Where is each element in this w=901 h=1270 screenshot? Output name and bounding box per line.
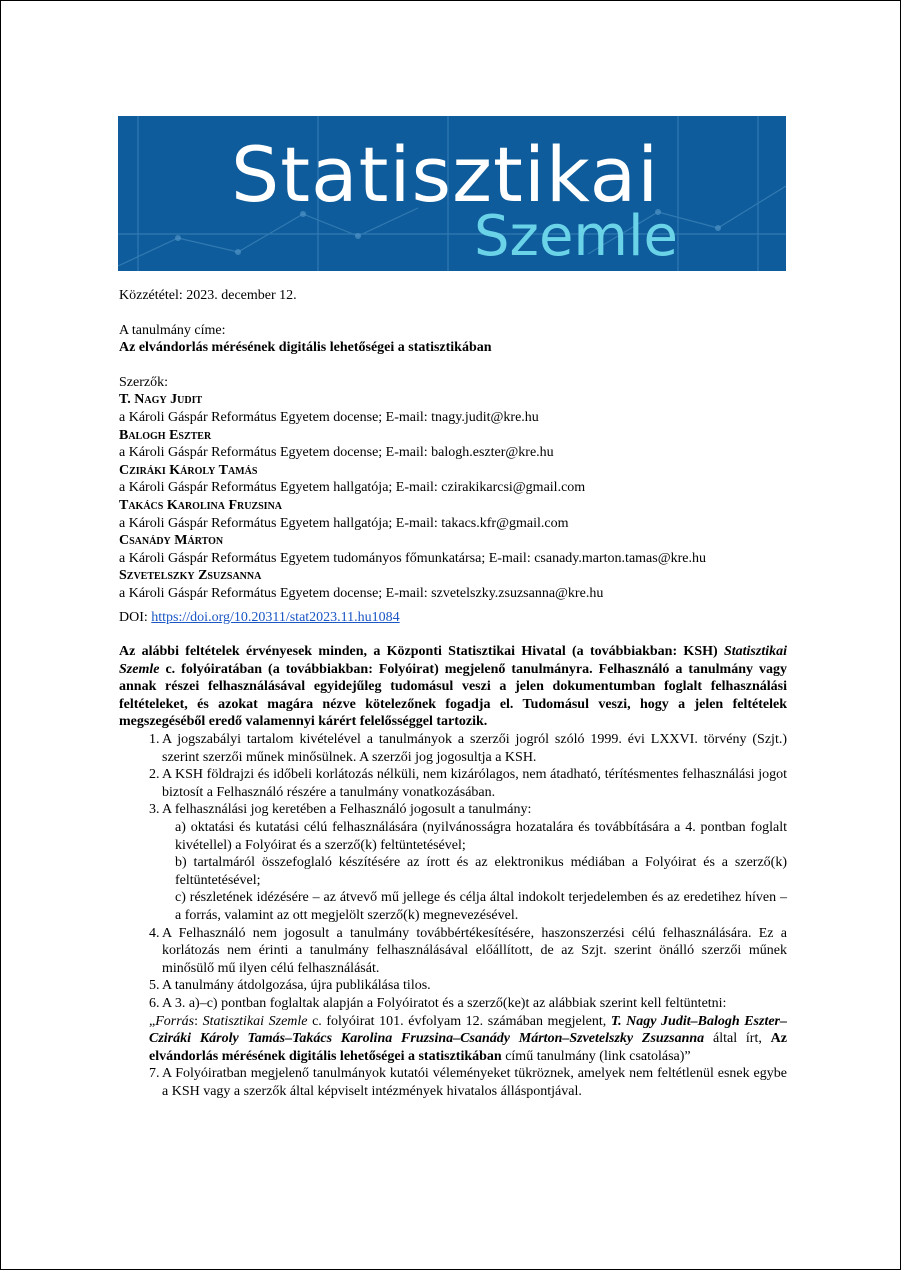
terms-intro-text-cont: c. folyóiratában (a továbbiakban: Folyóirat) megjelenő tanulmányra. Felhasználó a tanulmány vagy annak részei felhasználásával egyidejűleg tudomásul veszi a jelen dokumentumban foglalt felhasználási feltételeket, és azokat magára nézve kötelezőnek fogadja el. Tudomásul veszi, hogy a jelen feltételek megszegéséből eredő valamennyi kárért felelősséggel tartozik. <box>119 661 787 730</box>
citation-title: Az elvándorlás mérésének digitális lehetőségei a statisztikában <box>149 1031 787 1064</box>
author-block <box>119 427 787 462</box>
author-block <box>119 567 787 602</box>
author-affiliation: a Károli Gáspár Református Egyetem docense; E-mail: tnagy.judit@kre.hu <box>119 409 539 425</box>
study-title: Az elvándorlás mérésének digitális lehetőségei a statisztikában <box>119 340 492 356</box>
term-item <box>119 925 787 978</box>
term-item <box>119 995 787 1013</box>
doi-label: DOI: <box>119 609 152 625</box>
banner-title: Statisztikai <box>231 130 660 219</box>
terms-intro-text: Az alábbi feltételek érvényesek minden, a Központi Statisztikai Hivatal (a továbbiakban: KSH) <box>119 644 724 660</box>
term-text: A jogszabályi tartalom kivételével a tanulmányok a szerzői jogról szóló 1999. évi LXXVI. törvény (Szjt.) szerint szerzői műnek minősülnek. A szerzői jog jogosultja a KSH. <box>162 732 787 765</box>
citation-authors: T. Nagy Judit–Balogh Eszter–Cziráki Károly Tamás–Takács Karolina Fruzsina–Csanády Márton–Szvetelszky Zsuzsanna <box>149 1013 787 1047</box>
term-number: 5. <box>149 978 160 994</box>
author-name: Balogh Eszter <box>119 427 212 443</box>
author-block <box>119 391 787 426</box>
doi-line <box>119 609 787 627</box>
author-affiliation: a Károli Gáspár Református Egyetem docense; E-mail: balogh.eszter@kre.hu <box>119 445 554 461</box>
doi-link[interactable]: https://doi.org/10.20311/stat2023.11.hu1084 <box>151 609 400 625</box>
journal-banner <box>118 116 786 271</box>
term-item <box>119 766 787 801</box>
author-affiliation: a Károli Gáspár Református Egyetem hallgatója; E-mail: takacs.kfr@gmail.com <box>119 515 569 531</box>
quote-open: „ <box>149 1013 156 1029</box>
term-subitem-a: a) oktatási és kutatási célú felhasználására (nyilvánosságra hozatalára és továbbítására a 4. pontban foglalt kivétellel) a Folyóirat és a szerző(k) feltüntetésével; <box>175 820 787 853</box>
author-affiliation: a Károli Gáspár Református Egyetem docense; E-mail: szvetelszky.zsuzsanna@kre.hu <box>119 585 604 601</box>
author-block <box>119 532 787 567</box>
term-subitem-c: c) részletének idézésére – az átvevő mű jellege és célja által indokolt terjedelemben és az eredetihez híven – a forrás, valamint az ott megjelölt szerző(k) megnevezésével. <box>175 890 787 923</box>
author-affiliation: a Károli Gáspár Református Egyetem tudományos főmunkatársa; E-mail: csanady.marton.tamas@kre.hu <box>119 550 706 566</box>
term-item <box>119 731 787 766</box>
term-number: 2. <box>149 767 160 783</box>
study-label: A tanulmány címe: <box>119 322 226 338</box>
author-name: Takács Karolina Fruzsina <box>119 497 283 513</box>
term-number: 7. <box>149 1066 160 1082</box>
citation-end: című tanulmány (link csatolása)” <box>501 1048 691 1064</box>
term-text: A KSH földrajzi és időbeli korlátozás nélküli, nem kizárólagos, nem átadható, térítésmentes felhasználási jogot biztosít a Felhasználó részére a tanulmány vonatkozásában. <box>162 767 787 800</box>
term-number: 3. <box>149 802 160 818</box>
citation-source-word: Forrás <box>155 1013 195 1029</box>
authors-label: Szerzők: <box>119 374 168 390</box>
term-text: A Felhasználó nem jogosult a tanulmány továbbértékesítésére, haszonszerzési célú felhasználására. Ez a korlátozás nem érinti a tanulmány felhasználásával előállított, de az Szjt. szerint önálló szerzői műnek minősülő mű ilyen célú felhasználását. <box>162 925 787 976</box>
author-name: Szvetelszky Zsuzsanna <box>119 568 262 584</box>
citation-text: c. folyóirat 101. évfolyam 12. számában megjelent, <box>307 1013 611 1029</box>
author-name: Cziráki Károly Tamás <box>119 462 258 478</box>
citation-text-2: által írt, <box>704 1031 771 1047</box>
term-number: 6. <box>149 995 160 1011</box>
terms-list-cont <box>119 925 787 1013</box>
term-text: A felhasználási jog keretében a Felhasználó jogosult a tanulmány: <box>162 802 532 818</box>
terms-list <box>119 731 787 819</box>
journal-name: Statisztikai Szemle <box>119 644 787 677</box>
citation-format <box>119 1013 787 1066</box>
author-block <box>119 462 787 497</box>
term-text: A 3. a)–c) pontban foglaltak alapján a Folyóiratot és a szerző(ke)t az alábbiak szerint kell feltüntetni: <box>162 995 727 1011</box>
term-text: A tanulmány átdolgozása, újra publikálása tilos. <box>162 978 431 994</box>
author-name: T. Nagy Judit <box>119 392 203 408</box>
terms-intro <box>119 643 787 731</box>
term-item <box>119 801 787 819</box>
term-text: A Folyóiratban megjelenő tanulmányok kutatói véleményeket tükröznek, amelyek nem feltétlenül esnek egybe a KSH vagy a szerzők által képviselt intézmények hivatalos álláspontjával. <box>162 1066 787 1099</box>
publication-date: Közzététel: 2023. december 12. <box>119 288 297 303</box>
terms-list-end <box>119 1065 787 1100</box>
term-item <box>119 1065 787 1100</box>
author-affiliation: a Károli Gáspár Református Egyetem hallgatója; E-mail: czirakikarcsi@gmail.com <box>119 480 586 496</box>
term-item <box>119 977 787 995</box>
term-number: 4. <box>149 925 160 941</box>
author-name: Csanády Márton <box>119 533 224 549</box>
banner-subtitle: Szemle <box>474 204 678 269</box>
citation-journal: Statisztikai Szemle <box>202 1013 308 1029</box>
document-body <box>119 287 787 1101</box>
citation-colon: : <box>194 1013 203 1029</box>
term-subitem-b: b) tartalmáról összefoglaló készítésére az írott és az elektronikus médiában a Folyóirat és a szerző(k) feltüntetésével; <box>175 855 787 888</box>
term-number: 1. <box>149 732 160 748</box>
author-block <box>119 497 787 532</box>
